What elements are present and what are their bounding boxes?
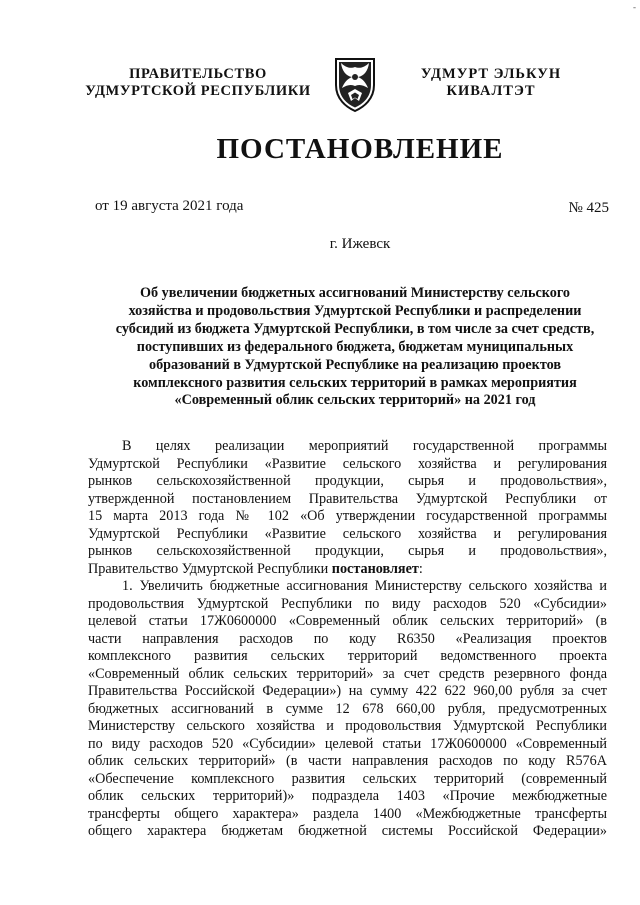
body-line: части направления расходов по коду R6350 «Реализация проектов bbox=[88, 630, 607, 647]
body-line: рынков сельскохозяйственной продукции, сырья и продовольствия», bbox=[88, 473, 607, 489]
body-line: продовольствия Удмуртской Республики по виду расходов 520 «Субсидии» bbox=[88, 595, 607, 612]
body-line: Министерству сельского хозяйства и продовольствия Удмуртской Республики bbox=[88, 718, 607, 734]
body-line: общего характера бюджетам бюджетной системы Российской Федерации» bbox=[88, 823, 607, 839]
body-line: облик сельских территорий» (в части направления расходов по коду R576A bbox=[88, 753, 607, 769]
body-line: Удмуртской Республики «Развитие сельского хозяйства и регулирования bbox=[88, 525, 607, 542]
body-line: целевой статьи 17Ж0600000 «Современный облик сельских территорий» (в bbox=[88, 613, 607, 629]
body-line: бюджетных ассигнований в сумме 12 678 660,00 рубля, предусмотренных bbox=[88, 700, 607, 717]
document-heading bbox=[90, 285, 620, 410]
gov-left-line-1: ПРАВИТЕЛЬСТВО bbox=[129, 66, 267, 82]
heading-line: «Современный облик сельских территорий» на 2021 год bbox=[174, 392, 536, 409]
decree-word: постановляет bbox=[331, 560, 419, 577]
document-title: ПОСТАНОВЛЕНИЕ bbox=[216, 133, 504, 165]
gov-right-line-1: УДМУРТ ЭЛЬКУН bbox=[420, 66, 562, 82]
gov-left-line-2: УДМУРТСКОЙ РЕСПУБЛИКИ bbox=[85, 83, 311, 99]
body-line: утвержденной постановлением Правительства Удмуртской Республики от bbox=[88, 490, 607, 507]
body-line: «Современный облик сельских территорий» за счет средств резервного фонда bbox=[88, 665, 607, 682]
body-line: Удмуртской Республики «Развитие сельского хозяйства и регулирования bbox=[88, 455, 607, 472]
heading-line: хозяйства и продовольствия Удмуртской Республики и распределении bbox=[128, 302, 582, 319]
heading-line: субсидий из бюджета Удмуртской Республики, в том числе за счет средств, bbox=[115, 320, 595, 337]
government-name-udmurt bbox=[408, 66, 574, 100]
body-line: рынков сельскохозяйственной продукции, сырья и продовольствия», bbox=[88, 543, 607, 559]
body-line: 1. Увеличить бюджетные ассигнования Министерству сельского хозяйства и bbox=[122, 578, 607, 594]
body-line: комплексного развития сельских территорий ведомственного проекта bbox=[88, 648, 607, 664]
document-number: № 425 bbox=[568, 200, 609, 216]
body-line: трансферты общего характера» раздела 1400 «Межбюджетные трансферты bbox=[88, 805, 607, 822]
body-line: 15 марта 2013 года № 102 «Об утверждении государственной программы bbox=[88, 508, 607, 524]
body-line: В целях реализации мероприятий государственной программы bbox=[122, 438, 607, 454]
coat-of-arms-icon bbox=[330, 55, 380, 113]
body-line: по виду расходов 520 «Субсидии» целевой статьи 17Ж0600000 «Современный bbox=[88, 735, 607, 752]
decree-suffix: : bbox=[418, 560, 423, 577]
government-name-russian bbox=[78, 66, 318, 100]
decree-line bbox=[88, 561, 607, 579]
body-line: Правительства Российской Федерации») на сумму 422 622 960,00 рубля за счет bbox=[88, 683, 607, 699]
heading-line: Об увеличении бюджетных ассигнований Министерству сельского bbox=[139, 285, 571, 301]
heading-line: образований в Удмуртской Республике на реализацию проектов bbox=[148, 356, 562, 373]
document-city: г. Ижевск bbox=[329, 236, 391, 252]
decree-subject: Правительство Удмуртской Республики bbox=[88, 560, 329, 577]
gov-right-line-2: КИВАЛТЭТ bbox=[446, 83, 536, 99]
document-date: от 19 августа 2021 года bbox=[95, 198, 244, 214]
heading-line: поступивших из федерального бюджета, бюджетам муниципальных bbox=[136, 338, 574, 355]
heading-line: комплексного развития сельских территорий в рамках мероприятия bbox=[133, 374, 577, 391]
body-line: облик сельских территорий)» подраздела 1403 «Прочие межбюджетные bbox=[88, 788, 607, 804]
corner-mark: - bbox=[633, 2, 636, 12]
body-line: «Обеспечение комплексного развития сельских территорий (современный bbox=[88, 770, 607, 787]
document-body bbox=[88, 438, 607, 841]
